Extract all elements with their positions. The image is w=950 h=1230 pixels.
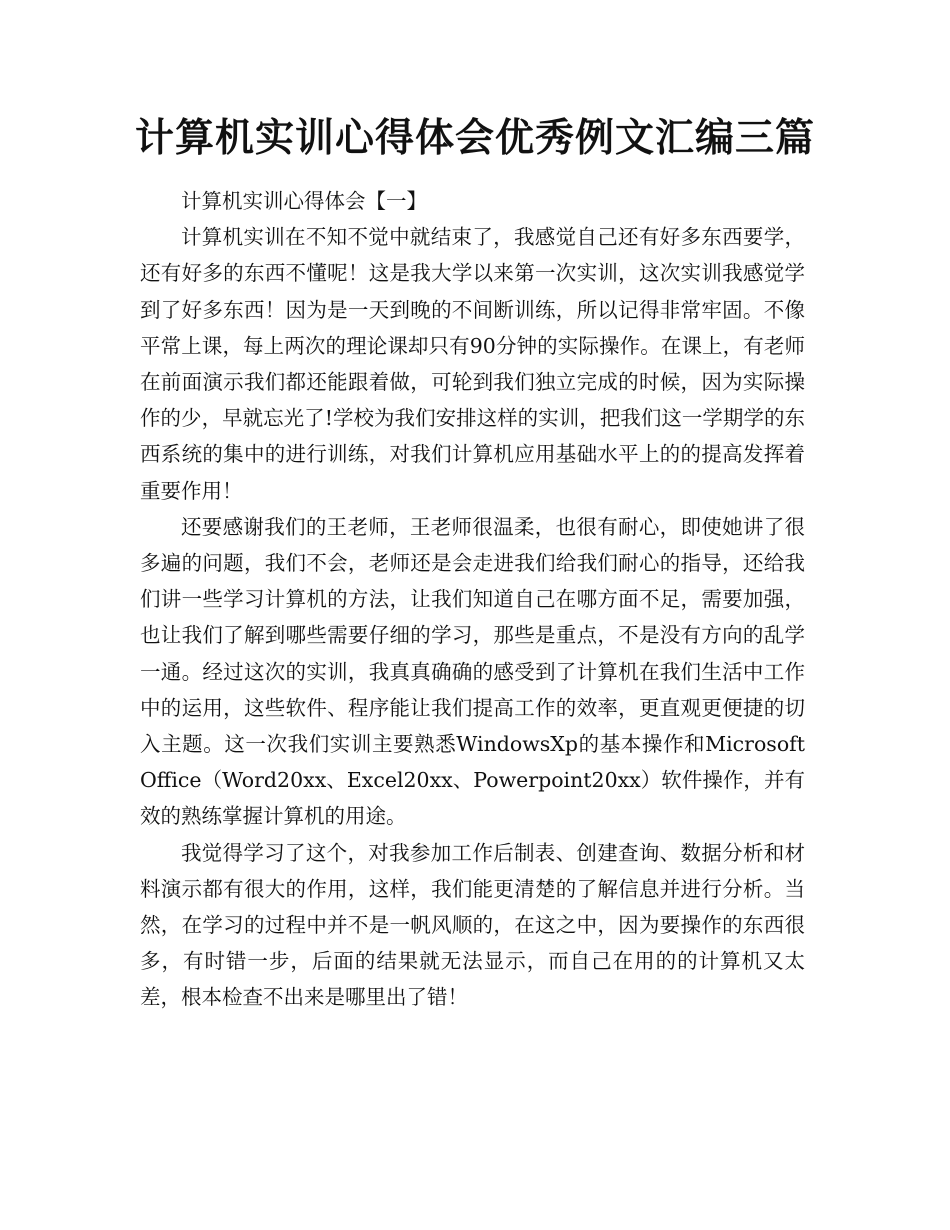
document-title: 计算机实训心得体会优秀例文汇编三篇 [134,115,815,161]
paragraph-2: 还要感谢我们的王老师，王老师很温柔，也很有耐心，即使她讲了很多遍的问题，我们不会，老师还是会走进我们给我们耐心的指导，还给我们讲一些学习计算机的方法，让我们知道自己在哪方面不足，需要加强，也让我们了解到哪些需要仔细的学习，那些是重点，不是没有方向的乱学一通。经过这次的实训，我真真确确的感受到了计算机在我们生活中工作中的运用，这些软件、程序能让我们提高工作的效率，更直观更便捷的切入主题。这一次我们实训主要熟悉WindowsXp的基本操作和MicrosoftOffice（Word20xx、Excel20xx、Powerpoint20xx）软件操作，并有效的熟练掌握计算机的用途。 [140,514,805,829]
paragraph-3: 我觉得学习了这个，对我参加工作后制表、创建查询、数据分析和材料演示都有很大的作用，这样，我们能更清楚的了解信息并进行分析。当然，在学习的过程中并不是一帆风顺的，在这之中，因为要操作的东西很多，有时错一步，后面的结果就无法显示，而自己在用的的计算机又太差，根本检查不出来是哪里出了错！ [140,840,805,1010]
document-body [140,183,805,1016]
paragraph-1: 计算机实训在不知不觉中就结束了，我感觉自己还有好多东西要学，还有好多的东西不懂呢！这是我大学以来第一次实训，这次实训我感觉学到了好多东西！因为是一天到晚的不间断训练，所以记得非常牢固。不像平常上课，每上两次的理论课却只有90分钟的实际操作。在课上，有老师在前面演示我们都还能跟着做，可轮到我们独立完成的时候，因为实际操作的少，早就忘光了!学校为我们安排这样的实训，把我们这一学期学的东西系统的集中的进行训练，对我们计算机应用基础水平上的的提高发挥着重要作用！ [140,225,805,503]
section-heading: 计算机实训心得体会【一】 [181,189,427,213]
